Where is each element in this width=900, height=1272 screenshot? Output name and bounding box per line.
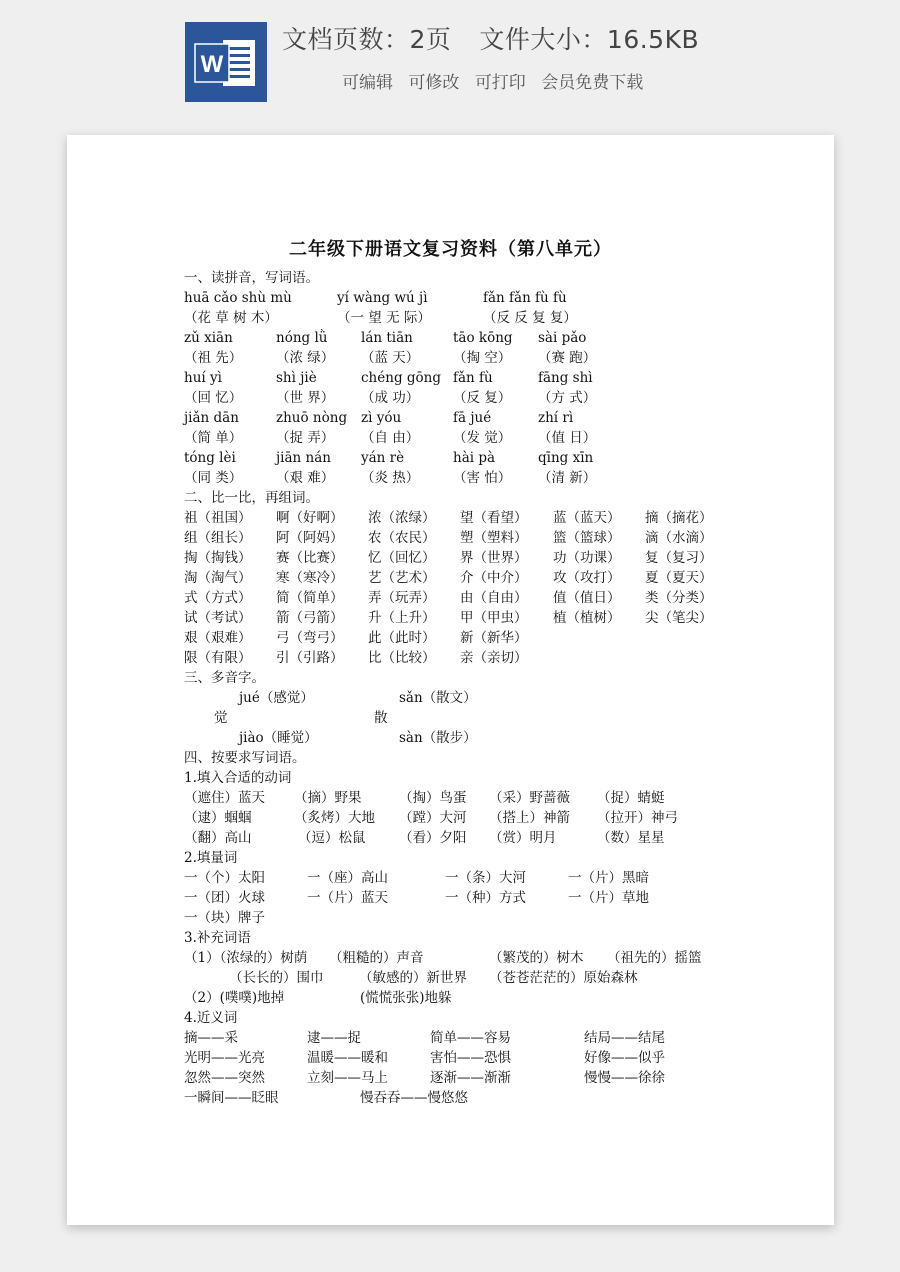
text-cell: 淘（淘气） <box>184 570 252 586</box>
text-cell: huā cǎo shù mù <box>184 290 292 306</box>
text-cell: 逐渐——渐渐 <box>430 1070 511 1086</box>
text-cell: （长长的）围巾 <box>229 970 324 986</box>
text-cell: 掏（掏钱） <box>184 550 252 566</box>
feature-list <box>342 68 653 93</box>
feature-member-download: 会员免费下载 <box>541 73 644 93</box>
text-cell: sǎn（散文） <box>399 690 477 706</box>
text-cell: tāo kōng <box>453 330 513 346</box>
text-cell: zì yóu <box>361 410 402 426</box>
text-cell: 亲（亲切） <box>460 650 528 666</box>
text-cell: （炎 热） <box>361 470 420 486</box>
text-cell: 光明——光亮 <box>184 1050 265 1066</box>
file-size: 文件大小：16.5KB <box>479 25 700 54</box>
svg-text:W: W <box>200 51 224 78</box>
feature-printable: 可打印 <box>474 73 526 93</box>
text-cell: 介（中介） <box>460 570 528 586</box>
text-cell: 一、读拼音，写词语。 <box>184 270 319 286</box>
text-cell: 艰（艰难） <box>184 630 252 646</box>
document-page <box>67 135 834 1225</box>
text-cell: fǎn fù <box>453 370 493 386</box>
text-cell: zhí rì <box>538 410 574 426</box>
text-cell: 散 <box>374 710 388 726</box>
text-cell: 一（座）高山 <box>307 870 388 886</box>
text-cell: 摘——采 <box>184 1030 238 1046</box>
text-cell: 简（简单） <box>276 590 344 606</box>
text-cell: （浓 绿） <box>276 350 335 366</box>
text-cell: (慌慌张张)地躲 <box>360 990 452 1006</box>
page-count: 文档页数：2页 <box>282 25 452 54</box>
text-cell: （看）夕阳 <box>399 830 467 846</box>
text-cell: 一（块）牌子 <box>184 910 265 926</box>
text-cell: （逗）松鼠 <box>298 830 366 846</box>
text-cell: 3.补充词语 <box>184 930 251 946</box>
text-cell: （赏）明月 <box>489 830 557 846</box>
text-cell: fā jué <box>453 410 492 426</box>
text-cell: fāng shì <box>538 370 593 386</box>
feature-editable: 可编辑 <box>342 73 393 93</box>
text-cell: （自 由） <box>361 430 420 446</box>
text-cell: 由（自由） <box>460 590 528 606</box>
text-cell: 害怕——恐惧 <box>430 1050 511 1066</box>
text-cell: 植（植树） <box>553 610 621 626</box>
text-cell: （祖先的）摇篮 <box>607 950 702 966</box>
text-cell: sài pǎo <box>538 330 587 346</box>
text-cell: （发 觉） <box>453 430 512 446</box>
text-cell: lán tiān <box>361 330 413 346</box>
document-header <box>0 0 900 120</box>
text-cell: 夏（夏天） <box>645 570 713 586</box>
text-cell: 艺（艺术） <box>368 570 436 586</box>
text-cell: （1）（浓绿的）树荫 <box>184 950 308 966</box>
text-cell: jiān nán <box>276 450 331 466</box>
text-cell: chéng gōng <box>361 370 441 386</box>
text-cell: 阿（阿妈） <box>276 530 344 546</box>
text-cell: 望（看望） <box>460 510 528 526</box>
text-cell: 摘（摘花） <box>645 510 713 526</box>
text-cell: （简 单） <box>184 430 243 446</box>
text-cell: 4.近义词 <box>184 1010 238 1026</box>
text-cell: jiào（睡觉） <box>239 730 318 746</box>
text-cell: （方 式） <box>538 390 597 406</box>
document-title: 二年级下册语文复习资料（第八单元） <box>289 239 612 260</box>
text-cell: qīng xīn <box>538 450 594 466</box>
text-cell: 立刻——马上 <box>307 1070 388 1086</box>
text-cell: （苍苍茫茫的）原始森林 <box>489 970 638 986</box>
text-cell: 结局——结尾 <box>584 1030 665 1046</box>
text-cell: 四、按要求写词语。 <box>184 750 306 766</box>
text-cell: （采）野蔷薇 <box>489 790 570 806</box>
text-cell: tóng lèi <box>184 450 236 466</box>
text-cell: 寒（寒冷） <box>276 570 344 586</box>
text-cell: （炙烤）大地 <box>294 810 375 826</box>
text-cell: 蓝（蓝天） <box>553 510 621 526</box>
text-cell: 界（世界） <box>460 550 528 566</box>
text-cell: zǔ xiān <box>184 330 233 346</box>
text-cell: （祖 先） <box>184 350 243 366</box>
text-cell: 温暖——暖和 <box>307 1050 388 1066</box>
text-cell: 一（个）太阳 <box>184 870 265 886</box>
text-cell: （蓝 天） <box>361 350 420 366</box>
text-cell: 甲（甲虫） <box>460 610 528 626</box>
text-cell: （反 反 复 复） <box>483 310 577 326</box>
text-cell: fǎn fǎn fù fù <box>483 290 567 306</box>
text-cell: 比（比较） <box>368 650 436 666</box>
text-cell: 引（引路） <box>276 650 344 666</box>
text-cell: （回 忆） <box>184 390 243 406</box>
word-document-icon <box>185 22 267 102</box>
text-cell: （害 怕） <box>453 470 512 486</box>
text-cell: （逮）蝈蝈 <box>184 810 252 826</box>
text-cell: 简单——容易 <box>430 1030 511 1046</box>
text-cell: （掏 空） <box>453 350 512 366</box>
text-cell: （捉）蜻蜓 <box>597 790 665 806</box>
text-cell: 一（片）蓝天 <box>307 890 388 906</box>
text-cell: 升（上升） <box>368 610 436 626</box>
text-cell: （粗糙的）声音 <box>329 950 424 966</box>
text-cell: 类（分类） <box>645 590 713 606</box>
text-cell: 一（片）草地 <box>568 890 649 906</box>
text-cell: hài pà <box>453 450 496 466</box>
text-cell: 组（组长） <box>184 530 252 546</box>
text-cell: 二、比一比，再组词。 <box>184 490 319 506</box>
text-cell: 复（复习） <box>645 550 713 566</box>
text-cell: 式（方式） <box>184 590 252 606</box>
text-cell: 塑（塑料） <box>460 530 528 546</box>
file-info <box>282 20 699 56</box>
text-cell: jué（感觉） <box>239 690 314 706</box>
text-cell: （翻）高山 <box>184 830 252 846</box>
text-cell: （摘）野果 <box>294 790 362 806</box>
text-cell: nóng lǜ <box>276 330 328 346</box>
text-cell: 好像——似乎 <box>584 1050 665 1066</box>
text-cell: 试（考试） <box>184 610 252 626</box>
text-cell: 一（条）大河 <box>445 870 526 886</box>
text-cell: zhuō nòng <box>276 410 348 426</box>
text-cell: 功（功课） <box>553 550 621 566</box>
text-cell: 三、多音字。 <box>184 670 265 686</box>
text-cell: 一（团）火球 <box>184 890 265 906</box>
text-cell: （同 类） <box>184 470 243 486</box>
text-cell: 尖（笔尖） <box>645 610 713 626</box>
text-cell: huí yì <box>184 370 222 386</box>
text-cell: （2）(噗噗)地掉 <box>184 990 285 1006</box>
text-cell: 一瞬间——眨眼 <box>184 1090 279 1106</box>
text-cell: 2.填量词 <box>184 850 238 866</box>
text-cell: （捉 弄） <box>276 430 335 446</box>
text-cell: 此（此时） <box>368 630 436 646</box>
text-cell: 觉 <box>214 710 228 726</box>
text-cell: （世 界） <box>276 390 335 406</box>
text-cell: 限（有限） <box>184 650 252 666</box>
text-cell: yí wàng wú jì <box>337 290 428 306</box>
text-cell: （花 草 树 木） <box>184 310 278 326</box>
text-cell: 农（农民） <box>368 530 436 546</box>
text-cell: （搭上）神箭 <box>489 810 570 826</box>
text-cell: 攻（攻打） <box>553 570 621 586</box>
text-cell: （繁茂的）树木 <box>489 950 584 966</box>
text-cell: yán rè <box>361 450 405 466</box>
text-cell: 忽然——突然 <box>184 1070 265 1086</box>
text-cell: （一 望 无 际） <box>337 310 431 326</box>
text-cell: （清 新） <box>538 470 597 486</box>
text-cell: 赛（比赛） <box>276 550 344 566</box>
text-cell: 弄（玩弄） <box>368 590 436 606</box>
text-cell: 新（新华） <box>460 630 528 646</box>
text-cell: （蹚）大河 <box>399 810 467 826</box>
text-cell: jiǎn dān <box>184 410 239 426</box>
text-cell: （赛 跑） <box>538 350 597 366</box>
text-cell: （掏）鸟蛋 <box>399 790 467 806</box>
text-cell: 箭（弓箭） <box>276 610 344 626</box>
text-cell: 慢慢——徐徐 <box>584 1070 665 1086</box>
text-cell: 忆（回忆） <box>368 550 436 566</box>
text-cell: （数）星星 <box>597 830 665 846</box>
text-cell: sàn（散步） <box>399 730 477 746</box>
text-cell: 浓（浓绿） <box>368 510 436 526</box>
text-cell: 啊（好啊） <box>276 510 344 526</box>
text-cell: 一（种）方式 <box>445 890 526 906</box>
text-cell: 慢吞吞——慢悠悠 <box>360 1090 468 1106</box>
text-cell: （拉开）神弓 <box>597 810 678 826</box>
text-cell: 弓（弯弓） <box>276 630 344 646</box>
text-cell: 滴（水滴） <box>645 530 713 546</box>
text-cell: （值 日） <box>538 430 597 446</box>
text-cell: 篮（篮球） <box>553 530 621 546</box>
text-cell: 1.填入合适的动词 <box>184 770 292 786</box>
feature-modifiable: 可修改 <box>408 73 460 93</box>
text-cell: （艰 难） <box>276 470 335 486</box>
text-cell: 祖（祖国） <box>184 510 252 526</box>
text-cell: 逮——捉 <box>307 1030 361 1046</box>
text-cell: 一（片）黑暗 <box>568 870 649 886</box>
text-cell: （敏感的）新世界 <box>359 970 467 986</box>
text-cell: （成 功） <box>361 390 420 406</box>
text-cell: 值（值日） <box>553 590 621 606</box>
text-cell: （反 复） <box>453 390 512 406</box>
text-cell: （遮住）蓝天 <box>184 790 265 806</box>
text-cell: shì jiè <box>276 370 317 386</box>
